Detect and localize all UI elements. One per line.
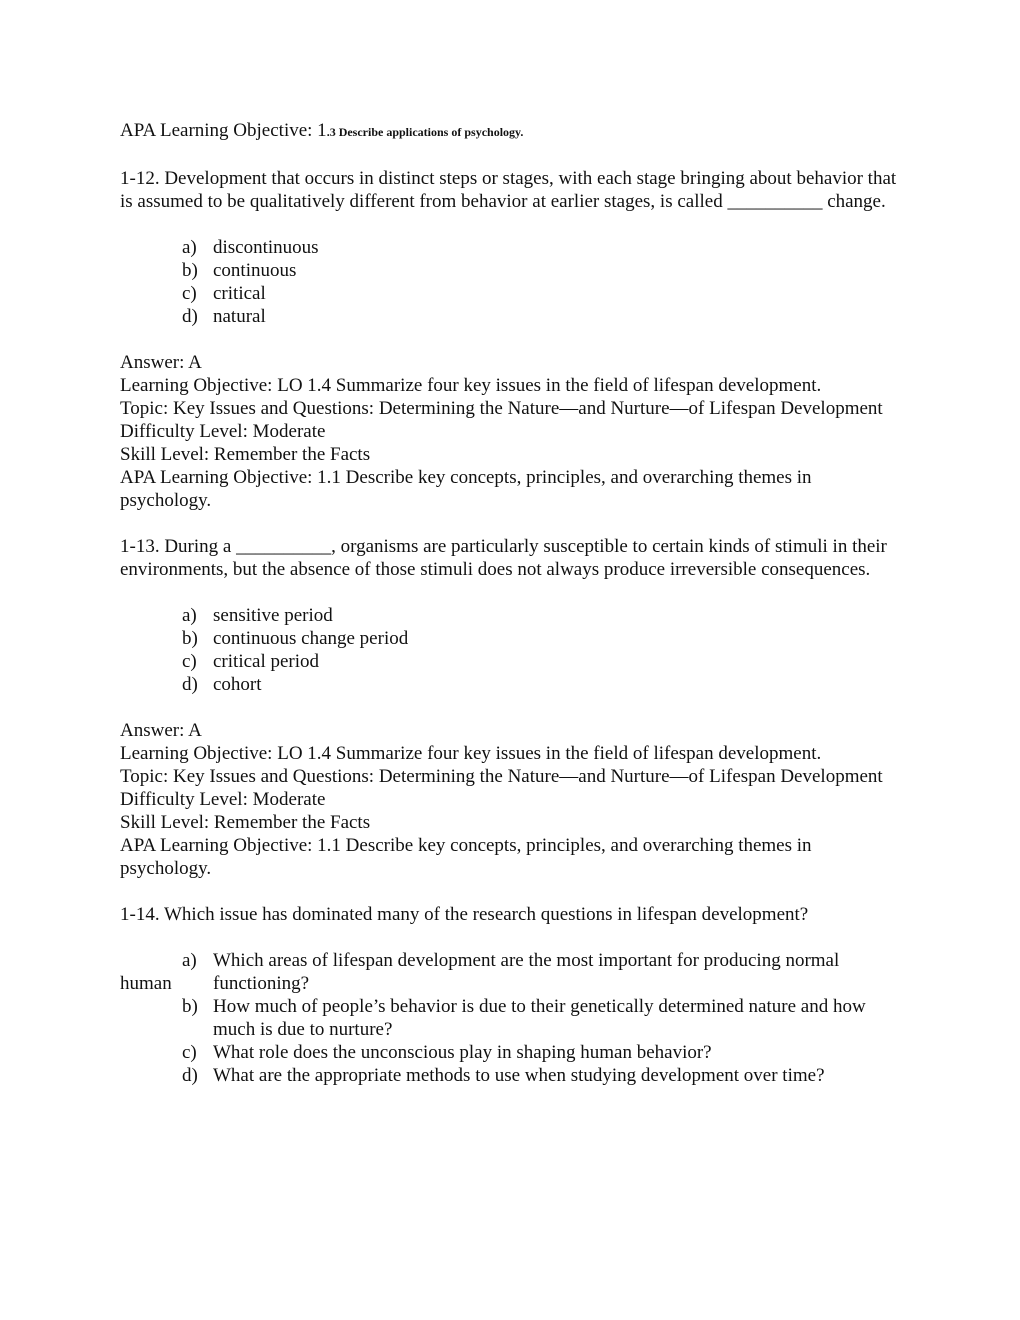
option-text-continued: functioning? [213, 973, 310, 994]
answer-line: Answer: A [120, 352, 202, 373]
option-text: cohort [213, 674, 262, 695]
option-item [120, 236, 900, 259]
option-letter: c) [182, 1042, 197, 1063]
question-stem: 1-13. During a __________, organisms are particularly susceptible to certain kinds of stimuli in their environments, but the absence of those stimuli does not always produce irreversible consequences. [120, 536, 892, 580]
apa-objective-header [120, 119, 900, 144]
option-letter: c) [182, 283, 197, 304]
difficulty-level: Difficulty Level: Moderate [120, 421, 326, 442]
option-text: What role does the unconscious play in shaping human behavior? [213, 1042, 712, 1063]
option-letter: a) [182, 237, 197, 258]
option-text: critical period [213, 651, 320, 672]
option-text: What are the appropriate methods to use when studying development over time? [213, 1065, 825, 1086]
option-letter: a) [182, 950, 197, 971]
option-text: critical [213, 283, 266, 304]
option-letter: d) [182, 306, 198, 327]
option-letter: d) [182, 674, 198, 695]
option-item [120, 282, 900, 305]
option-letter: a) [182, 605, 197, 626]
apa-learning-objective: APA Learning Objective: 1.1 Describe key concepts, principles, and overarching themes in psychology. [120, 467, 817, 511]
skill-level: Skill Level: Remember the Facts [120, 444, 371, 465]
option-item [120, 259, 900, 282]
answer-line: Answer: A [120, 720, 202, 741]
option-text: Which areas of lifespan development are the most important for producing normal [213, 950, 840, 971]
option-letter: b) [182, 996, 198, 1017]
apa-learning-objective: APA Learning Objective: 1.1 Describe key concepts, principles, and overarching themes in psychology. [120, 835, 817, 879]
answer-options [120, 949, 900, 1087]
option-item [120, 650, 900, 673]
document-page [120, 119, 900, 1087]
option-letter: d) [182, 1065, 198, 1086]
apa-objective-suffix: .3 Describe applications of psychology. [326, 125, 524, 139]
option-item [120, 305, 900, 328]
topic: Topic: Key Issues and Questions: Determining the Nature—and Nurture—of Lifespan Development [120, 766, 883, 787]
topic: Topic: Key Issues and Questions: Determining the Nature—and Nurture—of Lifespan Development [120, 398, 883, 419]
option-item [120, 604, 900, 627]
difficulty-level: Difficulty Level: Moderate [120, 789, 326, 810]
option-letter: b) [182, 628, 198, 649]
option-item [120, 627, 900, 650]
question-stem: 1-12. Development that occurs in distinct steps or stages, with each stage bringing about behavior that is assumed to be qualitatively different from behavior at earlier stages, is called __________ change. [120, 168, 901, 212]
option-item [120, 1064, 900, 1087]
answer-options [120, 604, 900, 696]
learning-objective: Learning Objective: LO 1.4 Summarize four key issues in the field of lifespan development. [120, 743, 822, 764]
option-text: sensitive period [213, 605, 333, 626]
option-item [120, 949, 900, 995]
option-letter: b) [182, 260, 198, 281]
option-item [120, 1041, 900, 1064]
option-hanging-word: human [120, 973, 172, 994]
option-item [120, 995, 900, 1041]
option-text: natural [213, 306, 266, 327]
option-item [120, 673, 900, 696]
answer-options [120, 236, 900, 328]
apa-objective-prefix: APA Learning Objective: 1 [120, 120, 327, 141]
skill-level: Skill Level: Remember the Facts [120, 812, 371, 833]
option-text: discontinuous [213, 237, 319, 258]
learning-objective: Learning Objective: LO 1.4 Summarize four key issues in the field of lifespan development. [120, 375, 822, 396]
option-text: continuous [213, 260, 297, 281]
option-letter: c) [182, 651, 197, 672]
question-stem: 1-14. Which issue has dominated many of the research questions in lifespan development? [120, 904, 809, 925]
option-text: continuous change period [213, 628, 409, 649]
option-text: How much of people’s behavior is due to their genetically determined nature and how much is due to nurture? [213, 996, 866, 1040]
